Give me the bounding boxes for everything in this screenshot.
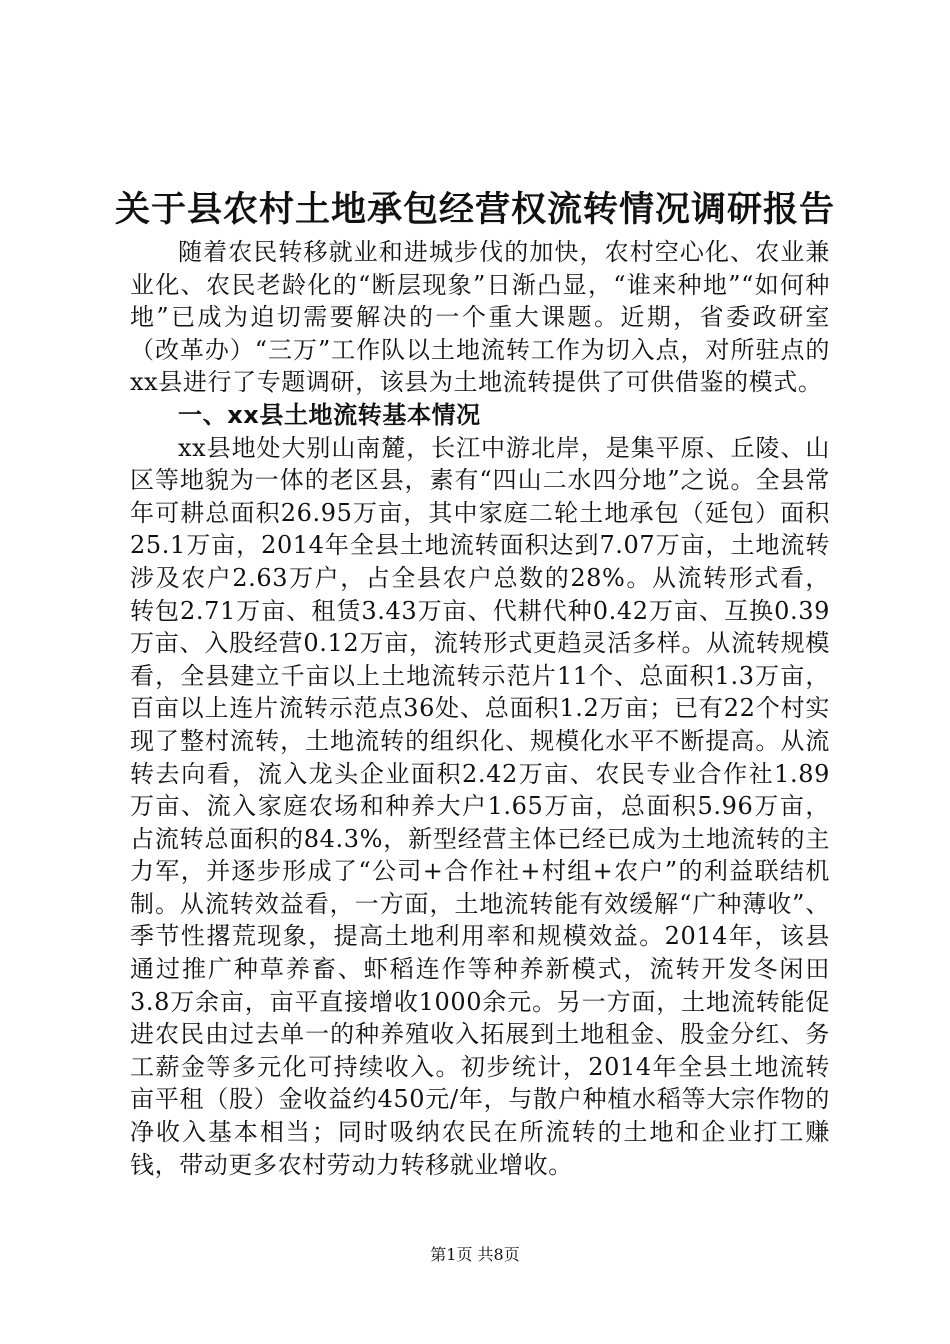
document-title: 关于县农村土地承包经营权流转情况调研报告 — [114, 190, 835, 230]
intro-paragraph: 随着农民转移就业和进城步伐的加快，农村空心化、农业兼业化、农民老龄化的“断层现象”日渐凸显，“谁来种地”“如何种地”已成为迫切需要解决的一个重大课题。近期，省委政研室（改革办）“三万”工作队以土地流转工作为切入点，对所驻点的xx县进行了专题调研，该县为土地流转提供了可供借鉴的模式。 — [130, 238, 830, 397]
document-body — [130, 236, 830, 1181]
section-heading: 一、xx县土地流转基本情况 — [178, 400, 481, 429]
section-paragraph: xx县地处大别山南麓，长江中游北岸，是集平原、丘陵、山区等地貌为一体的老区县，素有“四山二水四分地”之说。全县常年可耕总面积26.95万亩，其中家庭二轮土地承包（延包）面积25.1万亩，2014年全县土地流转面积达到7.07万亩，土地流转涉及农户2.63万户，占全县农户总数的28%。从流转形式看，转包2.71万亩、租赁3.43万亩、代耕代种0.42万亩、互换0.39万亩、入股经营0.12万亩，流转形式更趋灵活多样。从流转规模看，全县建立千亩以上土地流转示范片11个、总面积1.3万亩，百亩以上连片流转示范点36处、总面积1.2万亩；已有22个村实现了整村流转，土地流转的组织化、规模化水平不断提高。从流转去向看，流入龙头企业面积2.42万亩、农民专业合作社1.89万亩、流入家庭农场和种养大户1.65万亩，总面积5.96万亩，占流转总面积的84.3%，新型经营主体已经已成为土地流转的主力军，并逐步形成了“公司+合作社+村组+农户”的利益联结机制。从流转效益看，一方面，土地流转能有效缓解“广种薄收”、季节性撂荒现象，提高土地利用率和规模效益。2014年，该县通过推广种草养畜、虾稻连作等种养新模式，流转开发冬闲田3.8万余亩，亩平直接增收1000余元。另一方面，土地流转能促进农民由过去单一的种养殖收入拓展到土地租金、股金分红、务工薪金等多元化可持续收入。初步统计，2014年全县土地流转亩平租（股）金收益约450元/年，与散户种植水稻等大宗作物的净收入基本相当；同时吸纳农民在所流转的土地和企业打工赚钱，带动更多农村劳动力转移就业增收。 — [130, 433, 830, 1179]
page-number: 第1页 共8页 — [430, 1245, 520, 1264]
